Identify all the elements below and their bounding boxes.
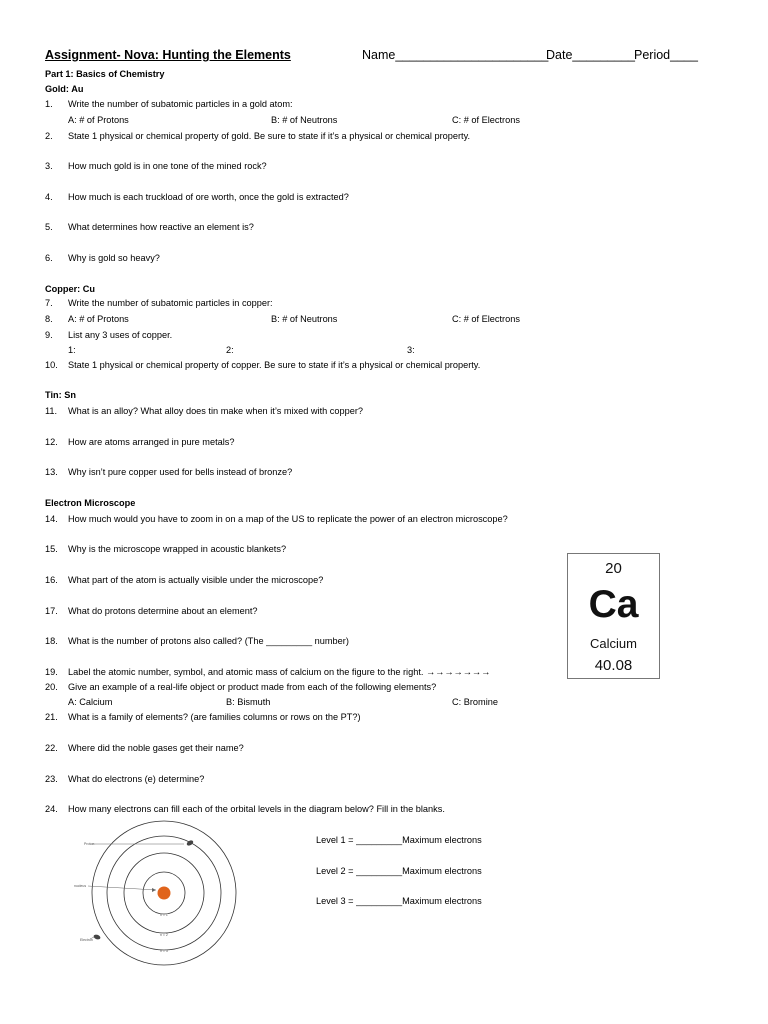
q1-number: 1.: [45, 99, 53, 109]
gold-heading: Gold: Au: [45, 84, 84, 94]
q11-text: What is an alloy? What alloy does tin make when it’s mixed with copper?: [68, 406, 363, 416]
q1-neutrons: B: # of Neutrons: [271, 115, 338, 125]
level-3-blank[interactable]: Level 3 = _________Maximum electrons: [316, 896, 482, 906]
n3-label: n = 3: [160, 949, 168, 953]
q14-number: 14.: [45, 514, 58, 524]
q19-text: Label the atomic number, symbol, and atomic mass of calcium on the figure to the right. →→→→→→→: [68, 667, 491, 677]
q23-text: What do electrons (e) determine?: [68, 774, 205, 784]
q7-text: Write the number of subatomic particles in copper:: [68, 298, 273, 308]
q11-number: 11.: [45, 406, 58, 416]
element-name: Calcium: [590, 636, 637, 651]
q14-text: How much would you have to zoom in on a map of the US to replicate the power of an electron microscope?: [68, 514, 508, 524]
q12-number: 12.: [45, 437, 58, 447]
q20-number: 20.: [45, 682, 58, 692]
level-1-blank[interactable]: Level 1 = _________Maximum electrons: [316, 835, 482, 845]
proton-label: Proton: [84, 842, 95, 846]
q17-text: What do protons determine about an element?: [68, 606, 258, 616]
atom-orbital-diagram: [72, 818, 262, 968]
n2-label: n = 2: [160, 933, 168, 937]
q18-number: 18.: [45, 636, 58, 646]
period-field[interactable]: Period____: [634, 48, 698, 62]
q8-number: 8.: [45, 314, 53, 324]
q23-number: 23.: [45, 774, 58, 784]
electron-dot-2: [93, 934, 101, 941]
atomic-mass: 40.08: [594, 657, 633, 674]
q8-neutrons: B: # of Neutrons: [271, 314, 338, 324]
q9-use-1: 1:: [68, 345, 76, 355]
nucleus: [158, 887, 171, 900]
electron-dot-1: [186, 839, 194, 846]
page-title: Assignment- Nova: Hunting the Elements: [45, 48, 291, 62]
q20-bromine: C: Bromine: [452, 697, 498, 707]
n1-label: n = 1: [160, 913, 168, 917]
part1-heading: Part 1: Basics of Chemistry: [45, 69, 165, 79]
date-field[interactable]: Date_________: [546, 48, 635, 62]
q8-protons: A: # of Protons: [68, 314, 129, 324]
q8-electrons: C: # of Electrons: [452, 314, 520, 324]
q9-number: 9.: [45, 330, 53, 340]
copper-heading: Copper: Cu: [45, 284, 96, 294]
q9-use-2: 2:: [226, 345, 234, 355]
nucleus-label: nucleus: [74, 884, 87, 888]
q2-text: State 1 physical or chemical property of gold. Be sure to state if it’s a physical or chemical property.: [68, 131, 471, 141]
element-symbol: Ca: [588, 583, 639, 626]
calcium-element-tile: [567, 553, 660, 679]
q4-number: 4.: [45, 192, 53, 202]
q2-number: 2.: [45, 131, 53, 141]
q1-electrons: C: # of Electrons: [452, 115, 520, 125]
q13-number: 13.: [45, 467, 58, 477]
microscope-heading: Electron Microscope: [45, 498, 136, 508]
q17-number: 17.: [45, 606, 58, 616]
q22-number: 22.: [45, 743, 58, 753]
q13-text: Why isn’t pure copper used for bells instead of bronze?: [68, 467, 293, 477]
q10-number: 10.: [45, 360, 58, 370]
q6-text: Why is gold so heavy?: [68, 253, 160, 263]
q16-number: 16.: [45, 575, 58, 585]
q3-text: How much gold is in one tone of the mined rock?: [68, 161, 267, 171]
q24-text: How many electrons can fill each of the orbital levels in the diagram below? Fill in the blanks.: [68, 804, 445, 814]
q1-protons: A: # of Protons: [68, 115, 129, 125]
q20-text: Give an example of a real-life object or product made from each of the following elements?: [68, 682, 437, 692]
q12-text: How are atoms arranged in pure metals?: [68, 437, 235, 447]
q24-number: 24.: [45, 804, 58, 814]
q20-bismuth: B: Bismuth: [226, 697, 271, 707]
q22-text: Where did the noble gases get their name?: [68, 743, 244, 753]
q5-number: 5.: [45, 222, 53, 232]
q20-calcium: A: Calcium: [68, 697, 113, 707]
q15-text: Why is the microscope wrapped in acoustic blankets?: [68, 544, 287, 554]
q9-use-3: 3:: [407, 345, 415, 355]
q3-number: 3.: [45, 161, 53, 171]
nucleus-arrowhead: [152, 888, 156, 892]
q21-text: What is a family of elements? (are families columns or rows on the PT?): [68, 712, 361, 722]
q16-text: What part of the atom is actually visible under the microscope?: [68, 575, 324, 585]
q21-number: 21.: [45, 712, 58, 722]
q4-text: How much is each truckload of ore worth, once the gold is extracted?: [68, 192, 349, 202]
q10-text: State 1 physical or chemical property of copper. Be sure to state if it’s a physical or chemical property.: [68, 360, 481, 370]
q15-number: 15.: [45, 544, 58, 554]
nucleus-pointer: [88, 886, 156, 890]
q1-text: Write the number of subatomic particles in a gold atom:: [68, 99, 293, 109]
q5-text: What determines how reactive an element is?: [68, 222, 254, 232]
name-field[interactable]: Name______________________: [362, 48, 549, 62]
q6-number: 6.: [45, 253, 53, 263]
electron-label: Electron: [80, 938, 93, 942]
q19-number: 19.: [45, 667, 58, 677]
tin-heading: Tin: Sn: [45, 390, 76, 400]
level-2-blank[interactable]: Level 2 = _________Maximum electrons: [316, 866, 482, 876]
atomic-number: 20: [605, 560, 622, 577]
q9-text: List any 3 uses of copper.: [68, 330, 173, 340]
q7-number: 7.: [45, 298, 53, 308]
q18-text: What is the number of protons also called? (The _________ number): [68, 636, 349, 646]
